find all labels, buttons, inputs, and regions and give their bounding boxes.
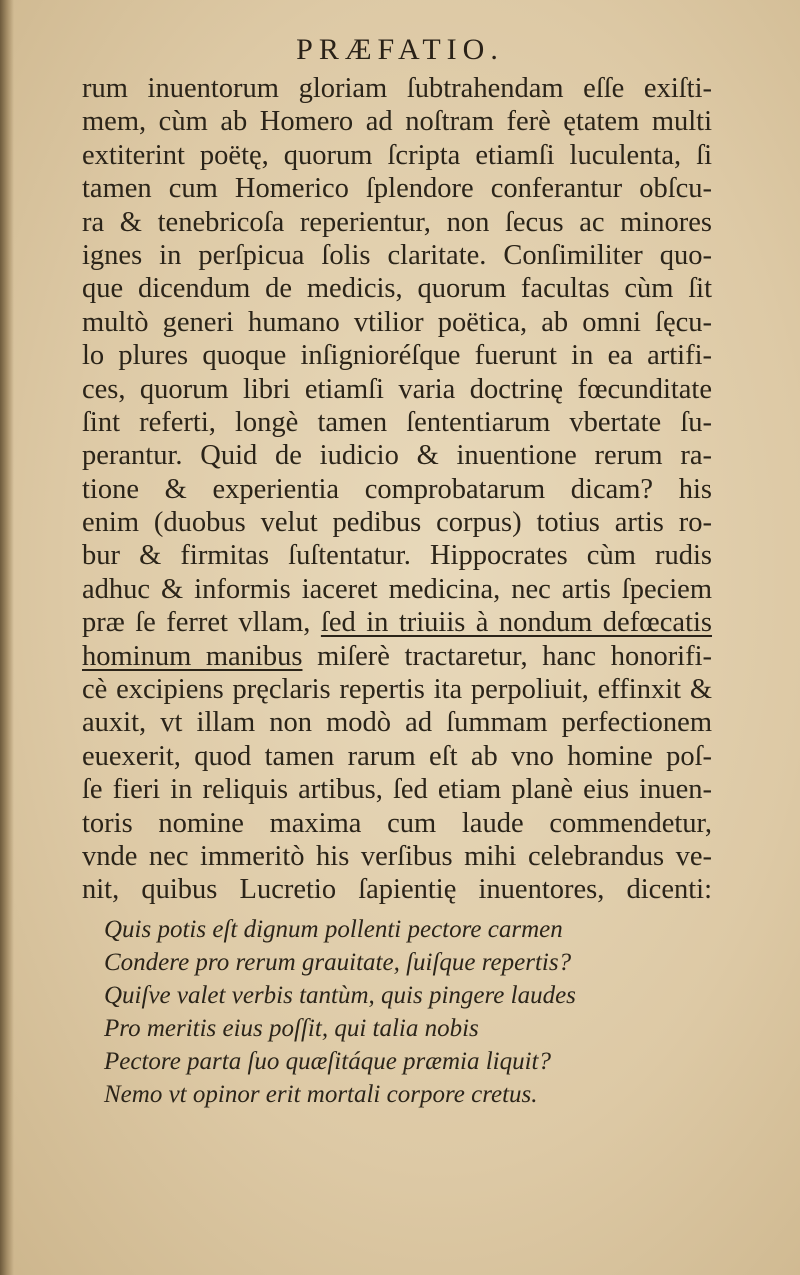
text-segment: miſerè tractaretur, hanc honorifi- xyxy=(302,640,712,672)
running-head: PRÆFATIO. xyxy=(296,33,504,66)
verse-quotation xyxy=(82,913,712,1111)
text-line: ignes in perſpicua ſolis claritate. Conſimiliter quo- xyxy=(82,239,712,271)
text-line: ra & tenebricoſa reperientur, non ſecus ac minores xyxy=(82,206,712,238)
prose-lines xyxy=(82,72,712,907)
text-segment: præ ſe ferret vllam, xyxy=(82,607,321,639)
text-line: cè excipiens pręclaris repertis ita perpoliuit, effinxit & xyxy=(82,674,712,706)
page-gutter-shadow xyxy=(0,0,14,1275)
verse-line: Quis potis eſt dignum pollenti pectore carmen xyxy=(104,915,563,943)
text-line: ſint referti, longè tamen ſententiarum vbertate ſu- xyxy=(82,406,712,438)
verse-line: Pectore parta ſuo quæſitáque præmia liquit? xyxy=(104,1047,551,1075)
text-line: ces, quorum libri etiamſi varia doctrinę fœcunditate xyxy=(82,373,712,405)
text-line: nit, quibus Lucretio ſapientię inuentores, dicenti: xyxy=(82,874,712,906)
text-line xyxy=(82,640,712,673)
verse-line: Condere pro rerum grauitate, ſuiſque repertis? xyxy=(104,948,572,976)
text-line: lo plures quoque inſignioréſque fuerunt in ea artifi- xyxy=(82,340,712,372)
text-line: rum inuentorum gloriam ſubtrahendam eſſe exiſti- xyxy=(82,73,712,104)
text-line: que dicendum de medicis, quorum facultas cùm ſit xyxy=(82,273,712,305)
text-line: euexerit, quod tamen rarum eſt ab vno homine poſ- xyxy=(82,740,712,772)
underlined-passage: hominum manibus xyxy=(82,640,303,672)
text-line: multò generi humano vtilior poëtica, ab omni ſęcu- xyxy=(82,306,712,338)
text-line: extiterint poëtę, quorum ſcripta etiamſi luculenta, ſi xyxy=(82,139,712,171)
underlined-passage: ſed in triuiis à nondum defœcatis xyxy=(320,607,712,639)
text-line: toris nomine maxima cum laude commendetur, xyxy=(82,807,712,839)
verse-line: Quiſve valet verbis tantùm, quis pingere laudes xyxy=(104,981,576,1009)
text-line: ſe fieri in reliquis artibus, ſed etiam planè eius inuen- xyxy=(82,774,712,806)
text-line: bur & firmitas ſuſtentatur. Hippocrates cùm rudis xyxy=(82,540,712,572)
text-line: tamen cum Homerico ſplendore conferantur obſcu- xyxy=(82,173,712,205)
verse-line: Nemo vt opinor erit mortali corpore cretus. xyxy=(104,1080,538,1108)
text-line xyxy=(82,606,712,639)
text-line: perantur. Quid de iudicio & inuentione rerum ra- xyxy=(82,440,712,472)
text-line: mem, cùm ab Homero ad noſtram ferè ętatem multi xyxy=(82,106,712,138)
main-text-block xyxy=(82,72,712,1111)
text-line: tione & experientia comprobatarum dicam? his xyxy=(82,473,712,505)
verse-line: Pro meritis eius poſſit, qui talia nobis xyxy=(104,1014,479,1042)
text-line: enim (duobus velut pedibus corpus) totius artis ro- xyxy=(82,507,712,539)
text-line: vnde nec immeritò his verſibus mihi celebrandus ve- xyxy=(82,840,712,872)
text-line: adhuc & informis iaceret medicina, nec artis ſpeciem xyxy=(82,573,712,605)
text-line: auxit, vt illam non modò ad ſummam perfectionem xyxy=(82,707,712,739)
